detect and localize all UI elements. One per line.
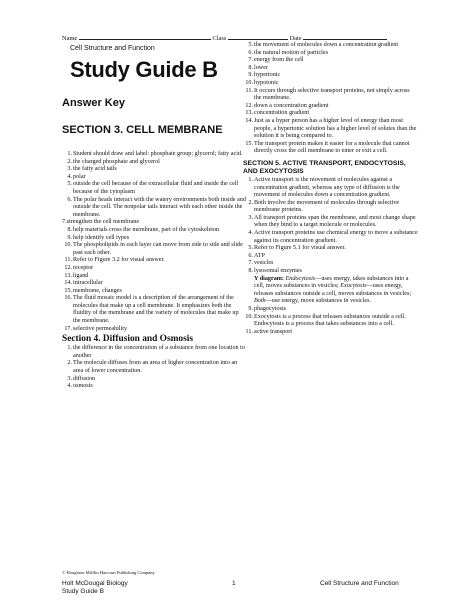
answer-number: 12. [245,102,253,109]
answer-item [243,230,418,245]
answer-item [62,166,247,174]
answer-item [62,265,247,273]
date-label: Date [289,35,302,42]
page-number: 1 [232,580,236,587]
name-label: Name [62,35,78,42]
answer-number: 14. [64,280,72,287]
answer-number: 9. [248,306,253,312]
answer-item [243,72,418,80]
page-title: Study Guide B [70,57,218,82]
section5-heading: SECTION 5. ACTIVE TRANSPORT, ENDOCYTOSIS, AND EXOCYTOSIS [243,159,406,175]
answer-item [243,260,418,268]
answer-number: 12. [64,264,72,271]
answer-number: 5. [248,245,253,252]
section5-list-b [243,306,418,336]
answer-text: the movement of molecules down a concentration gradient [254,42,399,48]
answer-text: help materials cross the membrane, part of the cytoskeleton [73,226,220,233]
answer-text: The molecule diffuses from an area of higher concentration into an area of lower concentration. [73,360,238,375]
y-diagram-label: Y diagram: [254,275,284,282]
answer-item [243,306,418,314]
both-text: —use energy, move substances in vesicles. [265,298,371,305]
answer-item [243,110,418,118]
answer-number: 3. [67,166,72,173]
answer-item [62,181,247,196]
footer-chapter: Cell Structure and Function [320,580,399,587]
answer-number: 10. [245,313,253,320]
answer-number: 14. [245,117,253,124]
date-blank [303,33,387,40]
answer-number: 10. [245,79,253,86]
answer-number: 8. [248,268,253,275]
left-column [62,151,247,391]
answer-item [62,197,247,220]
answer-text: vesicles [254,260,274,267]
answer-number: 4. [248,230,253,237]
answer-text: selective permeability [73,325,128,332]
answer-item [62,280,247,288]
footer-guide-name: Study Guide B [62,588,104,595]
answer-item [243,177,418,200]
answer-text: hypertonic [254,72,281,79]
answer-text: Refer to Figure 5.1 for visual answer. [254,245,346,252]
answer-text: help identify cell types [73,234,130,241]
answer-item [243,65,418,73]
answer-number: 1. [248,176,253,183]
answer-text: Just as a hyper person has a higher level of energy than most people, a hypertonic solution has a higher level of solutes than the solution it is being compared to. [254,117,417,140]
section3-heading: SECTION 3. CELL MEMBRANE [62,124,223,136]
answer-item [243,314,418,329]
answer-number: 11. [245,87,253,94]
answer-text: receptor [73,264,94,271]
answer-text: Both involve the movement of molecules through selective membrane proteins. [254,199,400,214]
answer-number: 2. [67,360,72,367]
answer-text: All transport proteins span the membrane, and most change shape when they bind to a target molecule or molecules. [254,214,416,229]
answer-number: 7. [248,57,253,64]
footer-left [62,580,128,596]
answer-item [243,245,418,253]
answer-item [62,219,247,227]
answer-key-heading: Answer Key [62,97,125,109]
both-term: Both [254,298,266,305]
endocytosis-text: —uses energy, takes substances into a cell, moves substances in vesicles; [254,275,409,290]
answer-text: the natural motion of particles [254,49,329,56]
answer-text: concentration gradient [254,110,310,117]
answer-item [243,268,418,276]
answer-text: It occurs through selective transport proteins, not simply across the membrane. [254,87,410,102]
answer-item [62,360,247,375]
answer-item [243,57,418,65]
answer-number: 6. [67,196,72,203]
answer-item [62,376,247,384]
answer-number: 15. [64,287,72,294]
answer-number: 4. [67,383,72,390]
copyright-notice: © Houghton Mifflin Harcourt Publishing Company [62,570,155,575]
answer-text: hypotonic [254,79,279,86]
answer-item [243,215,418,230]
answer-item [62,295,247,325]
answer-number: 5. [248,42,253,48]
answer-number: 8. [67,226,72,233]
answer-text: 7.strengthen the cell membrane [62,219,140,226]
y-diagram-answer [243,276,418,306]
answer-item [62,242,247,257]
exocytosis-text: —uses energy, releases substances outside a cell, moves substances in vesicles; [254,283,412,297]
answer-item [62,383,247,391]
answer-text: diffusion [73,375,96,382]
answer-item [62,235,247,243]
answer-text: intracellular [73,280,103,287]
section3-list [62,151,247,333]
answer-text: The fluid mosaic model is a description of the arrangement of the molecules that make up a cell membrane. It emphasizes both the fluidity of the membrane and the variety of molecules that make up the membrane. [73,295,239,325]
answer-text: membrane, changes [73,287,122,294]
answer-item [243,200,418,215]
answer-number: 3. [248,214,253,221]
answer-text: osmosis [73,383,93,390]
answer-text: energy from the cell [254,57,304,64]
section4-heading: Section 4. Diffusion and Osmosis [62,334,194,345]
answer-text: lower [254,64,268,71]
answer-text: down a concentration gradient [254,102,329,109]
answer-text: Refer to Figure 3.2 for visual answer. [73,257,165,264]
answer-number: 1. [67,151,72,157]
answer-text: the charged phosphate and glycerol [73,158,160,165]
answer-number: 16. [64,295,72,302]
answer-number: 1. [67,345,72,352]
name-class-date-line [62,33,412,42]
answer-number: 9. [248,72,253,79]
answer-number: 8. [248,64,253,71]
answer-text: The polar heads interact with the watery environments both inside and outside the cell. The nonpolar tails interact with each other inside the membrane. [73,196,246,218]
answer-number: 7. [248,260,253,267]
answer-text: Active transport proteins use chemical energy to move a substance against its concentration gradient. [254,230,418,244]
answer-item [243,88,418,103]
name-blank [79,33,211,40]
answer-text: ATP [254,252,265,259]
section4-list-right [243,42,418,156]
class-blank [228,33,288,40]
answer-text: Exocytosis is a process that releases substances outside a cell. Endocytosis is a process that takes substances into a cell. [254,313,406,328]
answer-item [243,253,418,261]
endocytosis-term: Endocytosis [285,275,316,282]
answer-number: 9. [67,234,72,241]
answer-text: Active transport is the movement of molecules against a concentration gradient, whereas any type of diffusion is the movement of molecules down a concentration gradient. [254,176,400,199]
answer-number: 2. [67,158,72,165]
answer-text: Student should draw and label: phosphate group; glycerol; fatty acid. [73,151,243,157]
answer-text: active transport [254,328,293,335]
right-column [243,42,418,336]
answer-item [62,151,247,159]
answer-item [243,329,418,337]
answer-item [62,345,247,360]
answer-item [243,118,418,141]
answer-text: outside the cell because of the extracellular fluid and inside the cell because of the cytoplasm [73,181,239,195]
answer-number: 15. [245,140,253,147]
answer-item [243,141,418,156]
section4-list-left [62,345,247,391]
answer-number: 11. [245,328,253,335]
answer-number: 17. [64,325,72,332]
footer-book-title: Holt McDougal Biology [62,580,128,587]
answer-text: the difference in the concentration of a substance from one location to another [73,345,245,359]
class-label: Class [212,35,227,42]
answer-text: The transport protein makes it easier for a molecule that cannot directly cross the cell membrane to enter or exit a cell. [254,140,410,155]
answer-number: 6. [248,252,253,259]
answer-item [62,257,247,265]
answer-item [62,326,247,334]
answer-number: 13. [64,272,72,279]
answer-item [62,227,247,235]
answer-text: lysosomal enzymes [254,268,302,275]
answer-item [243,103,418,111]
answer-number: 4. [67,173,72,180]
answer-number: 11. [64,257,72,264]
answer-item [243,42,418,50]
answer-text: The phospholipids in each layer can move from side to side and slide past each other. [73,242,243,256]
answer-number: 2. [248,199,253,206]
exocytosis-term: Exocytosis [340,283,367,290]
chapter-subtitle: Cell Structure and Function [70,45,155,52]
answer-item [243,80,418,88]
section5-list-a [243,177,418,276]
answer-text: phagocytosis [254,306,287,312]
answer-number: 3. [67,375,72,382]
answer-text: the fatty acid tails [73,166,117,173]
answer-number: 5. [67,181,72,188]
answer-number: 10. [64,242,72,249]
answer-text: polar [73,173,86,180]
answer-number: 13. [245,110,253,117]
answer-item [62,273,247,281]
answer-number: 6. [248,49,253,56]
answer-text: ligand [73,272,89,279]
